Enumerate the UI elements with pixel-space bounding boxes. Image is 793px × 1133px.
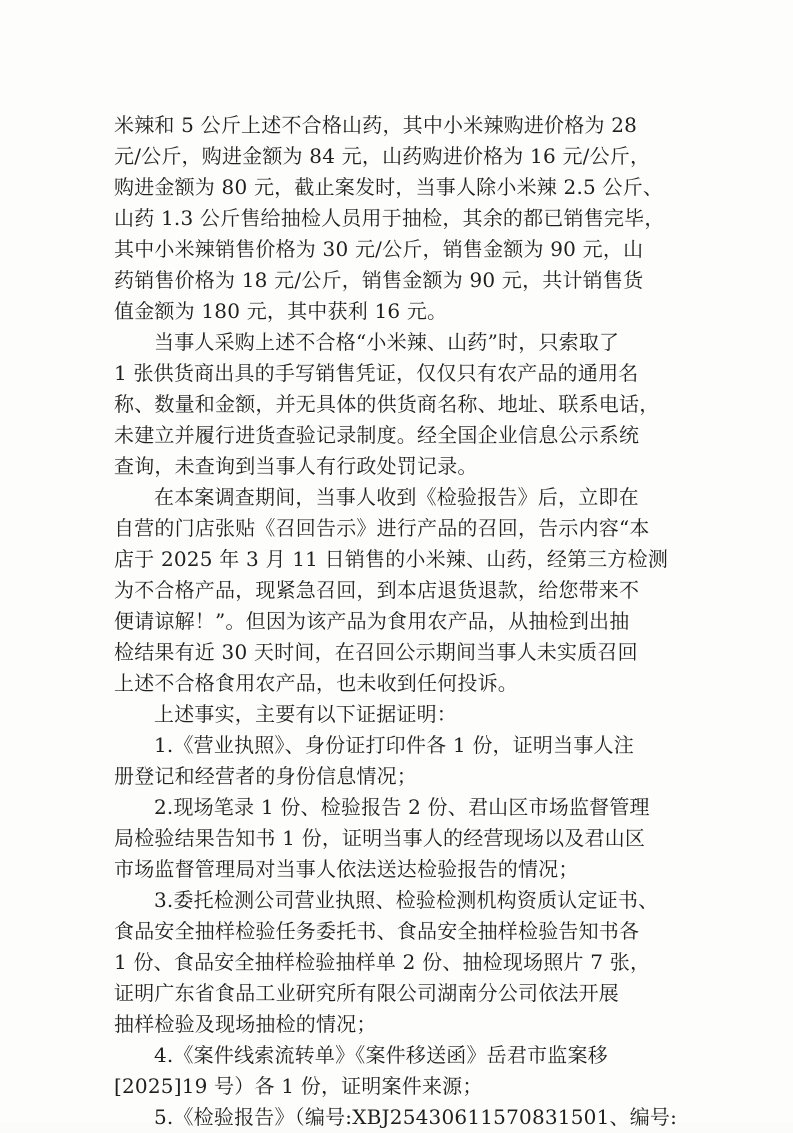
document-body [114,110,690,1133]
text-line: 1 张供货商出具的手写销售凭证，仅仅只有农产品的通用名 [114,361,639,385]
paragraph [114,699,690,730]
text-line: 食品安全抽样检验任务委托书、食品安全抽样检验告知书各 [114,919,640,943]
text-line: 抽样检验及现场抽检的情况； [114,1012,377,1036]
text-line: 证明广东省食品工业研究所有限公司湖南分公司依法开展 [114,981,619,1005]
paragraph [114,110,690,327]
text-line: 局检验结果告知书 1 份，证明当事人的经营现场以及君山区 [114,826,646,850]
paragraph [114,792,690,885]
paragraph [114,1040,690,1102]
text-line: 5.《检验报告》（编号:XBJ25430611570831501、编号: [154,1105,678,1129]
text-line: 1.《营业执照》、身份证打印件各 1 份，证明当事人注 [154,733,634,757]
text-line: 店于 2025 年 3 月 11 日销售的小米辣、山药，经第三方检测 [114,547,669,571]
text-line: 为不合格产品，现紧急召回，到本店退货退款，给您带来不 [114,578,640,602]
text-line: 自营的门店张贴《召回告示》进行产品的召回，告示内容“本 [114,516,650,540]
paragraph [114,1102,690,1133]
text-line: 2.现场笔录 1 份、检验报告 2 份、君山区市场监督管理 [154,795,650,819]
text-line: 其中小米辣销售价格为 30 元/公斤，销售金额为 90 元，山 [114,237,644,261]
text-line: 册登记和经营者的身份信息情况； [114,764,417,788]
text-line: 市场监督管理局对当事人依法送达检验报告的情况； [114,857,579,881]
text-line: 购进金额为 80 元，截止案发时，当事人除小米辣 2.5 公斤、 [114,175,664,199]
text-line: 便请谅解！”。但因为该产品为食用农产品，从抽检到出抽 [114,609,630,633]
text-line: 4.《案件线索流转单》《案件移送函》岳君市监案移 [154,1043,608,1067]
text-line: 山药 1.3 公斤售给抽检人员用于抽检，其余的都已销售完毕， [114,206,665,230]
paragraph [114,482,690,699]
text-line: 米辣和 5 公斤上述不合格山药，其中小米辣购进价格为 28 [114,113,638,137]
text-line: 称、数量和金额，并无具体的供货商名称、地址、联系电话， [114,392,660,416]
text-line: 在本案调查期间，当事人收到《检验报告》后，立即在 [154,485,639,509]
paragraph [114,730,690,792]
text-line: 1 份、食品安全抽样检验抽样单 2 份、抽检现场照片 7 张， [114,950,651,974]
text-line: 值金额为 180 元，其中获利 16 元。 [114,299,448,323]
paragraph [114,885,690,1040]
text-line: 3.委托检测公司营业执照、检验检测机构资质认定证书、 [154,888,659,912]
text-line: [2025]19 号）各 1 份，证明案件来源； [114,1074,483,1098]
text-line: 未建立并履行进货查验记录制度。经全国企业信息公示系统 [114,423,640,447]
text-line: 当事人采购上述不合格“小米辣、山药”时，只索取了 [154,330,620,354]
text-line: 检结果有近 30 天时间，在召回公示期间当事人未实质召回 [114,640,638,664]
text-line: 查询，未查询到当事人有行政处罚记录。 [114,454,478,478]
text-line: 元/公斤，购进金额为 84 元，山药购进价格为 16 元/公斤， [114,144,651,168]
text-line: 上述事实，主要有以下证据证明： [154,702,457,726]
paragraph [114,327,690,482]
text-line: 药销售价格为 18 元/公斤，销售金额为 90 元，共计销售货 [114,268,644,292]
text-line: 上述不合格食用农产品，也未收到任何投诉。 [114,671,518,695]
